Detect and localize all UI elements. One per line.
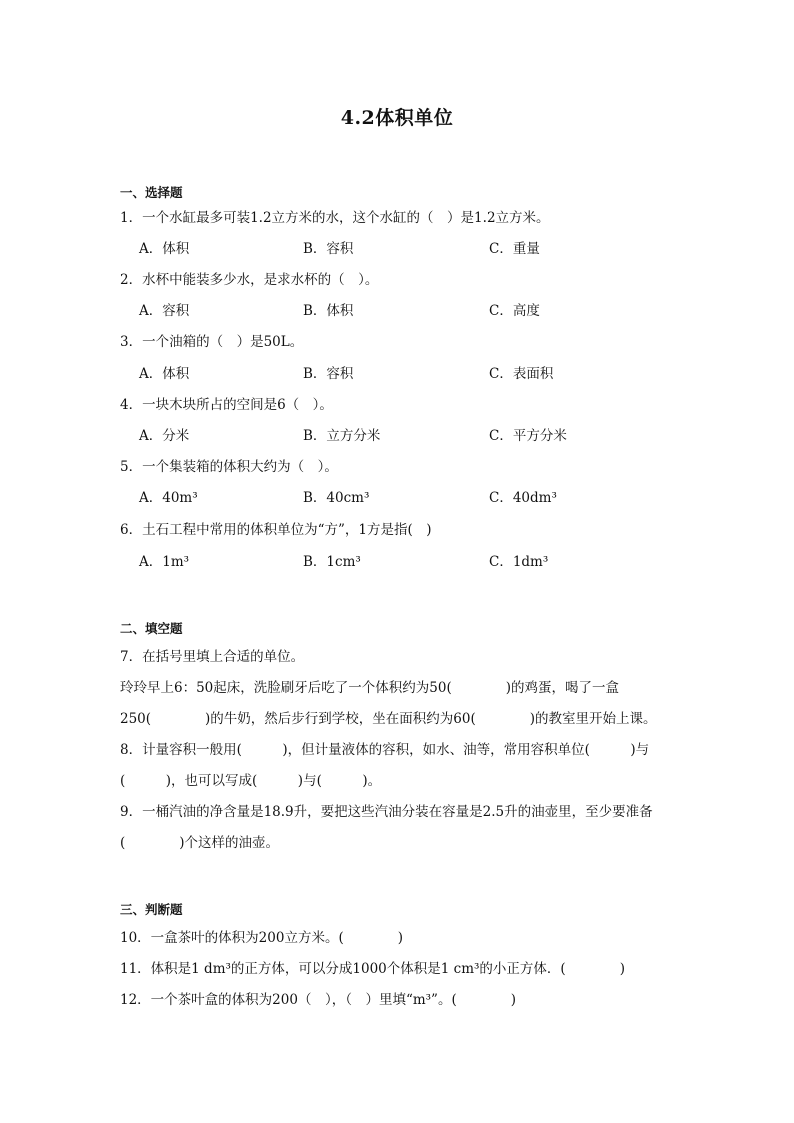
option-c: C．重量 bbox=[489, 241, 540, 257]
option-b: B．40cm³ bbox=[303, 490, 370, 506]
question-12: 12．一个茶叶盒的体积为200（ ），（ ）里填“m³”。( ) bbox=[120, 992, 516, 1008]
option-b: B．立方分米 bbox=[303, 428, 381, 444]
option-a: A．体积 bbox=[139, 241, 190, 257]
question-8-line-2: ( )，也可以写成( )与( )。 bbox=[120, 773, 382, 789]
option-c: C．40dm³ bbox=[489, 490, 557, 506]
section-heading-choice: 一、选择题 bbox=[120, 185, 183, 200]
question-1: 1．一个水缸最多可装1.2立方米的水，这个水缸的（ ）是1.2立方米。 bbox=[120, 210, 550, 226]
option-c: C．高度 bbox=[489, 303, 540, 319]
question-4: 4．一块木块所占的空间是6（ ）。 bbox=[120, 397, 333, 413]
question-7-line-1: 玲玲早上6：50起床，洗脸刷牙后吃了一个体积约为50( )的鸡蛋，喝了一盒 bbox=[120, 680, 619, 696]
option-b: B．1cm³ bbox=[303, 554, 361, 570]
option-c: C．表面积 bbox=[489, 366, 554, 382]
option-b: B．容积 bbox=[303, 366, 354, 382]
option-a: A．40m³ bbox=[139, 490, 198, 506]
option-b: B．体积 bbox=[303, 303, 354, 319]
question-11: 11．体积是1 dm³的正方体，可以分成1000个体积是1 cm³的小正方体．( ) bbox=[120, 961, 625, 977]
question-7: 7．在括号里填上合适的单位。 bbox=[120, 649, 305, 665]
question-8: 8．计量容积一般用( )，但计量液体的容积，如水、油等，常用容积单位( )与 bbox=[120, 742, 650, 758]
question-2: 2．水杯中能装多少水，是求水杯的（ ）。 bbox=[120, 272, 379, 288]
option-a: A．分米 bbox=[139, 428, 190, 444]
option-a: A．1m³ bbox=[139, 554, 190, 570]
option-a: A．容积 bbox=[139, 303, 190, 319]
question-3: 3．一个油箱的（ ）是50L。 bbox=[120, 334, 304, 350]
option-c: C．1dm³ bbox=[489, 554, 549, 570]
section-heading-fill: 二、填空题 bbox=[120, 621, 183, 636]
section-heading-judge: 三、判断题 bbox=[120, 902, 183, 917]
question-6: 6．土石工程中常用的体积单位为“方”，1方是指( ) bbox=[120, 522, 432, 538]
page-title: 4.2体积单位 bbox=[340, 107, 454, 129]
question-9-line-2: ( )个这样的油壶。 bbox=[120, 835, 280, 851]
option-a: A．体积 bbox=[139, 366, 190, 382]
question-5: 5．一个集装箱的体积大约为（ ）。 bbox=[120, 459, 338, 475]
question-7-line-2: 250( )的牛奶，然后步行到学校，坐在面积约为60( )的教室里开始上课。 bbox=[120, 711, 657, 727]
option-b: B．容积 bbox=[303, 241, 354, 257]
option-c: C．平方分米 bbox=[489, 428, 567, 444]
question-9: 9．一桶汽油的净含量是18.9升，要把这些汽油分装在容量是2.5升的油壶里，至少要准备 bbox=[120, 804, 653, 820]
question-10: 10．一盒茶叶的体积为200立方米。( ) bbox=[120, 930, 403, 946]
